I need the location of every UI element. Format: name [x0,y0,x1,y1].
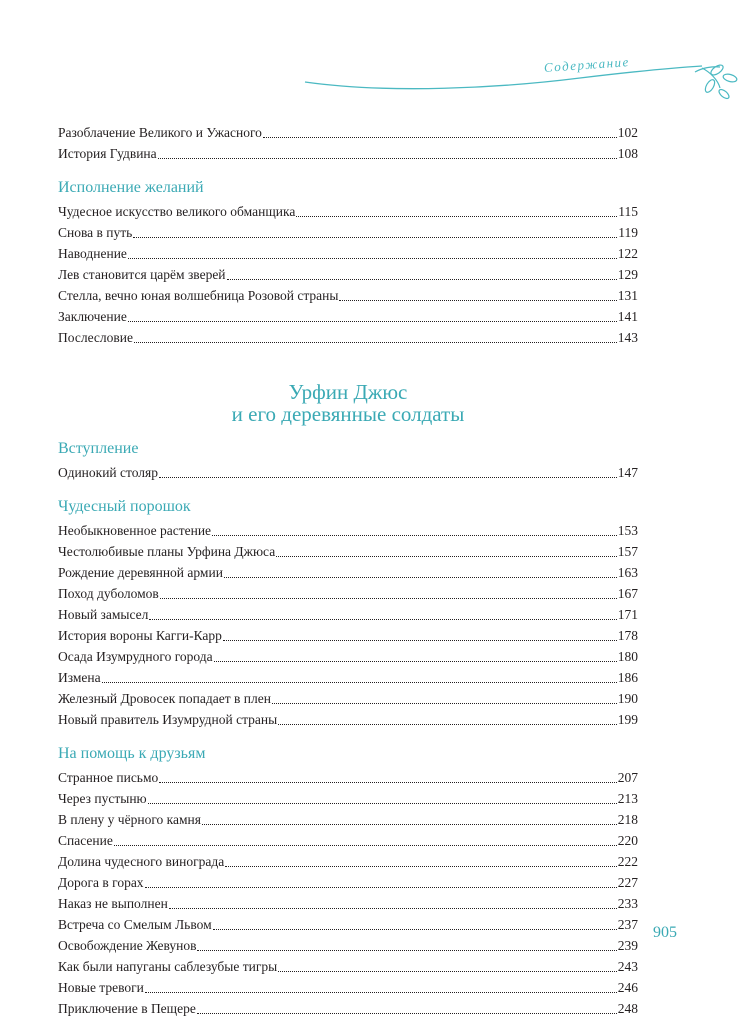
dot-leader [128,312,617,322]
toc-entry-page: 171 [617,607,638,622]
toc-entry-title: Лев становится царём зверей [58,267,226,282]
section-heading: Чудесный порошок [58,498,191,515]
dot-leader [128,249,617,259]
toc-entry-title: Заключение [58,309,127,324]
section-heading: Исполнение желаний [58,179,204,196]
toc-entry-title: Освобождение Жевунов [58,938,197,953]
dot-leader [227,270,617,280]
toc-entry-title: Странное письмо [58,770,159,785]
dot-leader [212,526,617,536]
toc-entry-page: 163 [617,565,638,580]
toc-entry[interactable] [58,872,638,893]
toc-entry-title: Встреча со Смелым Львом [58,917,212,932]
toc-entry[interactable] [58,520,638,541]
toc-entry-title: История Гудвина [58,146,157,161]
toc-entry[interactable] [58,646,638,667]
toc-entry-title: Разоблачение Великого и Ужасного [58,125,262,140]
dot-leader [145,878,617,888]
toc-entry-page: 227 [617,875,638,890]
toc-entry-title: Наводнение [58,246,127,261]
dot-leader [214,652,617,662]
toc-entry[interactable] [58,809,638,830]
toc-entry-page: 248 [617,1001,638,1016]
toc-entry[interactable] [58,243,638,264]
toc-entry-title: В плену у чёрного камня [58,812,201,827]
toc-entry[interactable] [58,767,638,788]
toc-entry-page: 186 [617,670,638,685]
toc-entry-page: 147 [617,465,638,480]
toc-entry[interactable] [58,143,638,164]
book-title-line-2: и его деревянные солдаты [231,402,465,426]
toc-entry-title: Наказ не выполнен [58,896,168,911]
dot-leader [149,610,616,620]
dot-leader [169,899,617,909]
toc-entry-title: Через пустыню [58,791,147,806]
toc-entry[interactable] [58,122,638,143]
toc-entry[interactable] [58,583,638,604]
dot-leader [225,857,617,867]
toc-entry-title: Измена [58,670,101,685]
toc-entry-title: Честолюбивые планы Урфина Джюса [58,544,276,559]
toc-entry-title: Приключение в Пещере [58,1001,196,1016]
toc-entry-title: Новый правитель Изумрудной страны [58,712,278,727]
toc-entry[interactable] [58,851,638,872]
toc-entry[interactable] [58,893,638,914]
toc-entry-title: Снова в путь [58,225,133,240]
dot-leader [339,291,616,301]
section-heading: Вступление [58,440,139,457]
toc-entry-page: 220 [617,833,638,848]
dot-leader [296,207,617,217]
dot-leader [148,794,617,804]
toc-entry[interactable] [58,625,638,646]
dot-leader [158,149,617,159]
toc-entry[interactable] [58,462,638,483]
dot-leader [159,468,617,478]
book-title-line-1: Урфин Джюс [288,380,408,404]
toc-entry-page: 180 [617,649,638,664]
toc-entry-title: Одинокий столяр [58,465,159,480]
toc-entry[interactable] [58,562,638,583]
toc-entry-title: Необыкновенное растение [58,523,212,538]
toc-entry-title: Новый замысел [58,607,149,622]
toc-entry-page: 131 [617,288,638,303]
toc-entry-title: Новые тревоги [58,980,144,995]
dot-leader [272,694,617,704]
dot-leader [134,333,617,343]
toc-entry-title: Осада Изумрудного города [58,649,213,664]
toc-entry[interactable] [58,201,638,222]
toc-entry-page: 218 [617,812,638,827]
dot-leader [224,568,617,578]
header-vine-ornament [300,58,740,108]
dot-leader [114,836,617,846]
toc-entry[interactable] [58,541,638,562]
toc-entry[interactable] [58,977,638,998]
toc-entry[interactable] [58,830,638,851]
toc-entry-title: Послесловие [58,330,133,345]
toc-entry-page: 129 [617,267,638,282]
toc-entry-title: Рождение деревянной армии [58,565,223,580]
running-head: Содержание [543,54,631,75]
dot-leader [145,983,617,993]
toc-entry-title: Чудесное искусство великого обманщика [58,204,296,219]
dot-leader [276,547,617,557]
table-of-contents [58,122,638,1019]
toc-entry[interactable] [58,709,638,730]
toc-entry-page: 119 [618,225,638,240]
toc-entry-page: 243 [617,959,638,974]
dot-leader [197,941,616,951]
dot-leader [160,589,617,599]
toc-entry-page: 102 [617,125,638,140]
dot-leader [278,962,617,972]
dot-leader [278,715,617,725]
toc-entry-page: 141 [617,309,638,324]
toc-entry[interactable] [58,306,638,327]
toc-entry-title: История вороны Кагги-Карр [58,628,222,643]
toc-entry[interactable] [58,935,638,956]
toc-entry-title: Дорога в горах [58,875,144,890]
toc-entry[interactable] [58,914,638,935]
toc-entry-page: 153 [617,523,638,538]
dot-leader [197,1004,617,1014]
dot-leader [159,773,616,783]
toc-entry-page: 115 [618,204,638,219]
dot-leader [263,128,617,138]
toc-entry-page: 157 [617,544,638,559]
toc-entry-page: 122 [617,246,638,261]
dot-leader [213,920,617,930]
dot-leader [102,673,617,683]
toc-entry-title: Стелла, вечно юная волшебница Розовой страны [58,288,339,303]
book-title [58,381,638,425]
toc-entry[interactable] [58,604,638,625]
toc-entry[interactable] [58,327,638,348]
dot-leader [223,631,617,641]
toc-entry-title: Как были напуганы саблезубые тигры [58,959,278,974]
toc-entry-page: 178 [617,628,638,643]
toc-entry[interactable] [58,222,638,243]
toc-entry-page: 199 [617,712,638,727]
toc-entry[interactable] [58,998,638,1019]
toc-entry-page: 207 [617,770,638,785]
toc-entry-title: Железный Дровосек попадает в плен [58,691,271,706]
toc-entry-title: Поход дуболомов [58,586,159,601]
toc-entry-page: 108 [617,146,638,161]
dot-leader [133,228,617,238]
toc-entry[interactable] [58,285,638,306]
toc-entry-page: 222 [617,854,638,869]
toc-entry-page: 233 [617,896,638,911]
toc-entry[interactable] [58,667,638,688]
toc-entry-page: 246 [617,980,638,995]
page-number: 905 [653,924,677,941]
toc-entry-title: Спасение [58,833,113,848]
toc-entry-page: 167 [617,586,638,601]
toc-entry[interactable] [58,264,638,285]
toc-entry[interactable] [58,956,638,977]
toc-entry-page: 143 [617,330,638,345]
toc-entry-page: 239 [617,938,638,953]
toc-entry[interactable] [58,688,638,709]
toc-entry-page: 190 [617,691,638,706]
toc-entry[interactable] [58,788,638,809]
dot-leader [202,815,617,825]
toc-entry-page: 237 [617,917,638,932]
toc-entry-title: Долина чудесного винограда [58,854,225,869]
section-heading: На помощь к друзьям [58,745,206,762]
toc-entry-page: 213 [617,791,638,806]
